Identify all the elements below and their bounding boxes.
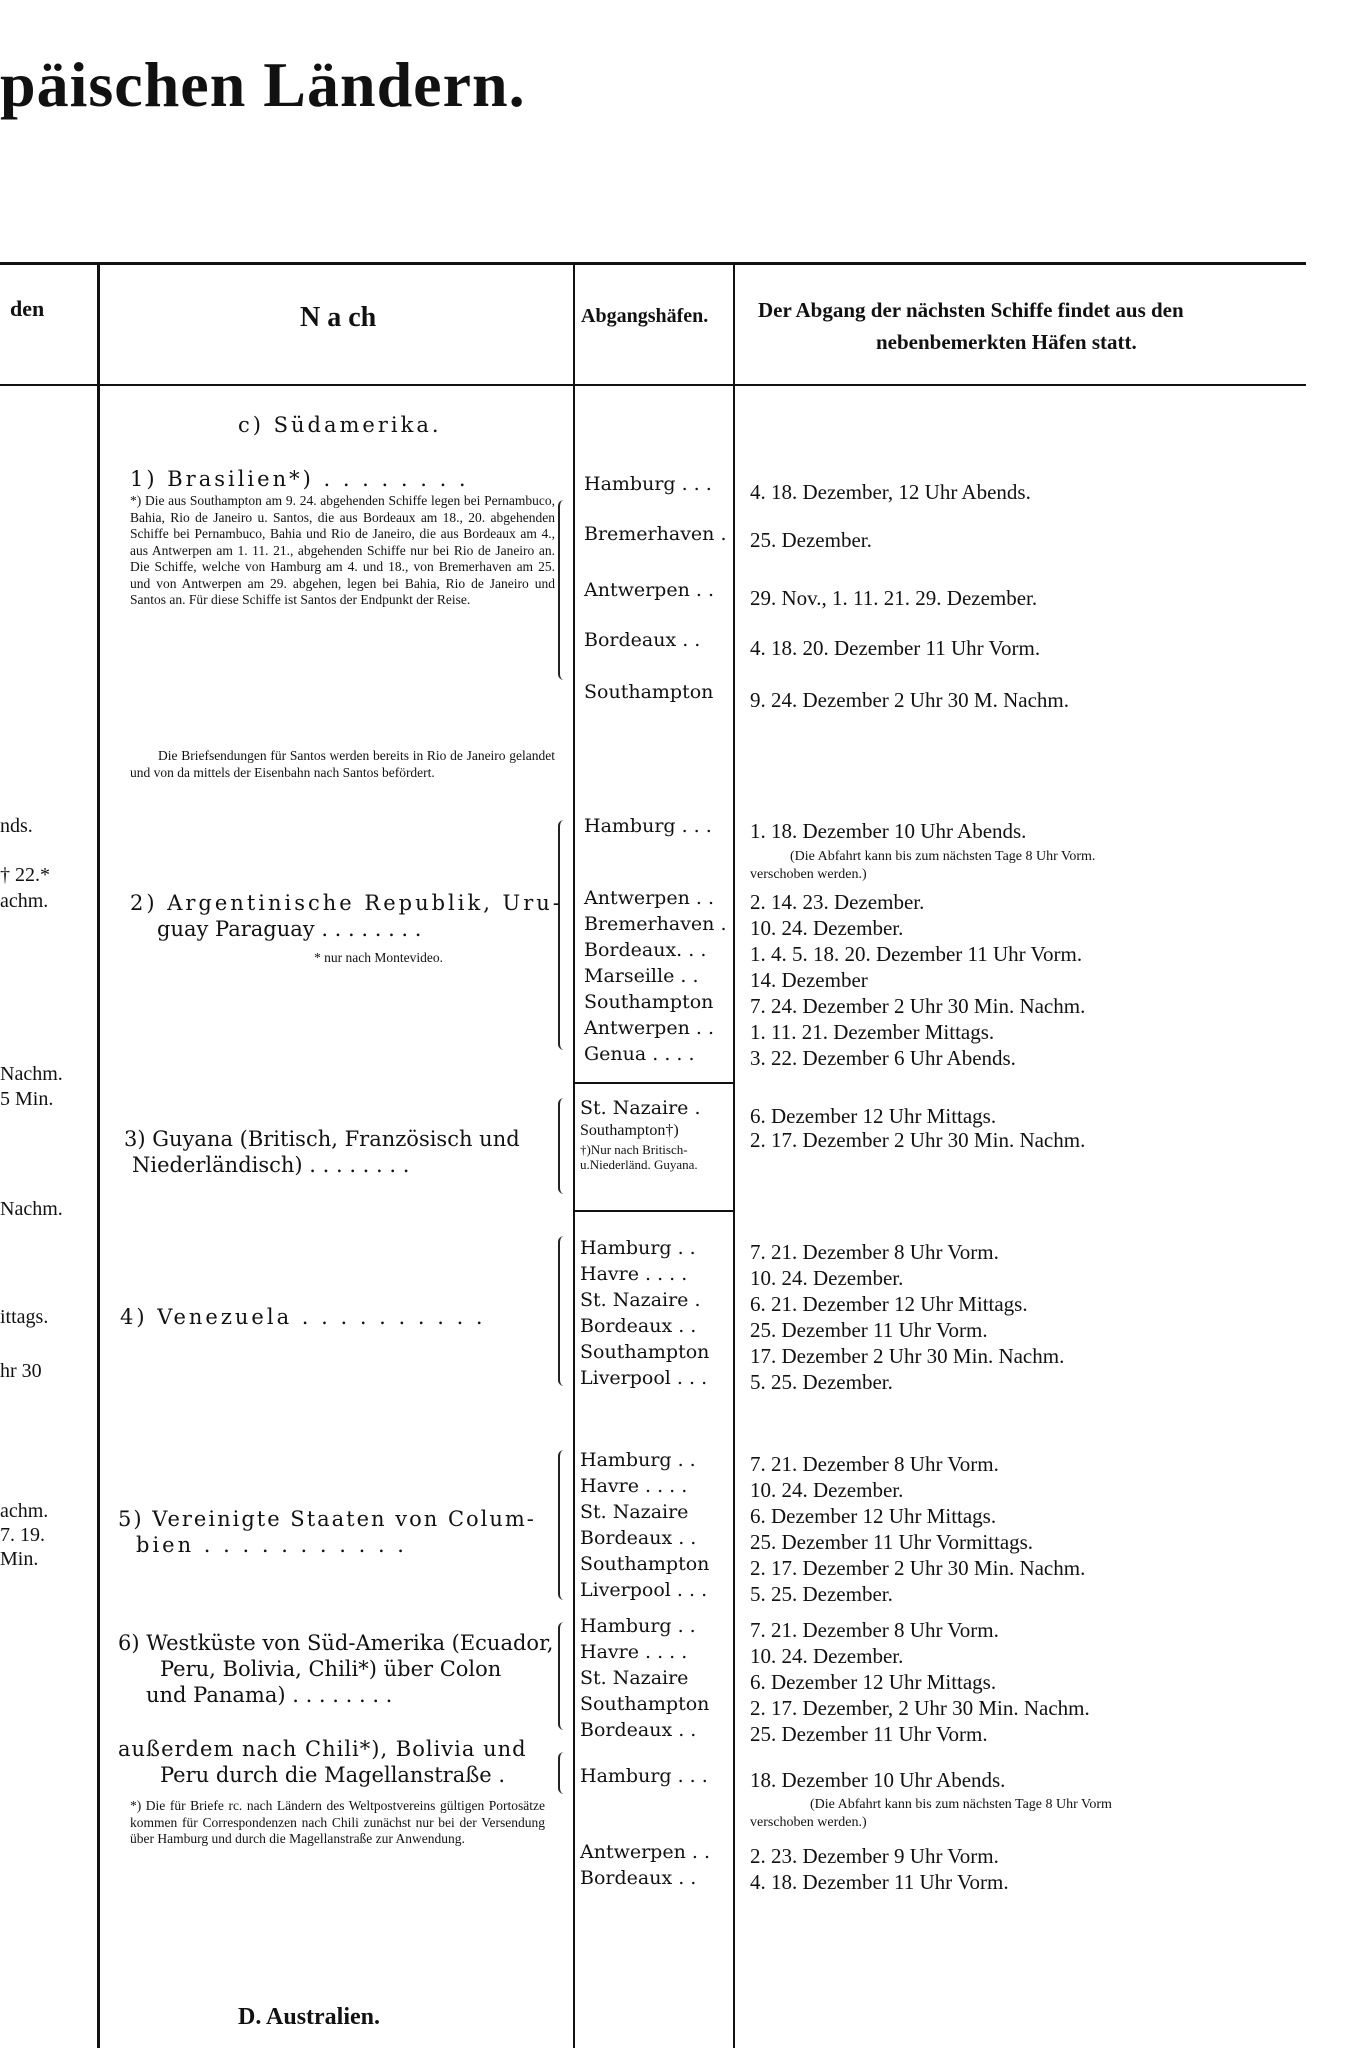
brace xyxy=(558,1450,570,1600)
port-label: Liverpool . . . xyxy=(580,1579,708,1601)
departure-text: 6. Dezember 12 Uhr Mittags. xyxy=(750,1104,997,1128)
departure-text: 25. Dezember 11 Uhr Vormittags. xyxy=(750,1530,1034,1554)
left-fragment: ittags. xyxy=(0,1306,49,1328)
port-label: Bremerhaven . xyxy=(584,913,727,935)
departure-text: 9. 24. Dezember 2 Uhr 30 M. Nachm. xyxy=(750,688,1069,712)
departure-text: 17. Dezember 2 Uhr 30 Min. Nachm. xyxy=(750,1344,1065,1368)
table-top-rule xyxy=(0,262,1306,265)
departure-text: 6. Dezember 12 Uhr Mittags. xyxy=(750,1504,997,1528)
departure-text: 14. Dezember xyxy=(750,968,868,992)
port-label: Hamburg . . xyxy=(580,1449,696,1471)
footnote-brasilien-2: Die Briefsendungen für Santos werden bereits in Rio de Janeiro gelandet und von da mittels der Eisenbahn nach Santos befördert. xyxy=(130,748,555,780)
departure-column-header-line2: nebenbemerkten Häfen statt. xyxy=(876,330,1137,354)
departure-text: 2. 17. Dezember, 2 Uhr 30 Min. Nachm. xyxy=(750,1696,1090,1720)
departure-text: 10. 24. Dezember. xyxy=(750,1266,904,1290)
port-label: Havre . . . . xyxy=(580,1641,688,1663)
departure-text: 4. 18. 20. Dezember 11 Uhr Vorm. xyxy=(750,636,1041,660)
departure-text: 10. 24. Dezember. xyxy=(750,1478,904,1502)
departure-text: 2. 23. Dezember 9 Uhr Vorm. xyxy=(750,1844,999,1868)
destination-argentinien: 2) Argentinische Republik, Uru- xyxy=(130,891,563,915)
departure-text: 7. 21. Dezember 8 Uhr Vorm. xyxy=(750,1618,999,1642)
left-fragment: nds. xyxy=(0,815,33,837)
port-label: St. Nazaire xyxy=(580,1667,689,1689)
departure-subnote: verschoben werden.) xyxy=(750,867,867,882)
port-label: Antwerpen . . xyxy=(584,1017,714,1039)
port-label: Marseille . . xyxy=(584,965,699,987)
departure-text: 2. 14. 23. Dezember. xyxy=(750,890,925,914)
left-fragment: achm. xyxy=(0,1500,49,1522)
port-label: Hamburg . . . xyxy=(580,1765,708,1787)
departure-text: 4. 18. Dezember 11 Uhr Vorm. xyxy=(750,1870,1009,1894)
departure-text: 3. 22. Dezember 6 Uhr Abends. xyxy=(750,1046,1016,1070)
left-fragment: 5 Min. xyxy=(0,1088,54,1110)
departure-text: 2. 17. Dezember 2 Uhr 30 Min. Nachm. xyxy=(750,1128,1086,1152)
table-header-rule xyxy=(0,384,1306,386)
destination-westkueste-line2: Peru, Bolivia, Chili*) über Colon xyxy=(160,1657,502,1681)
departure-text: 25. Dezember 11 Uhr Vorm. xyxy=(750,1318,988,1342)
brace xyxy=(558,1752,570,1794)
port-footnote-guyana: †)Nur nach Britisch-u.Niederländ. Guyana. xyxy=(580,1142,698,1172)
port-label: Bremerhaven . xyxy=(584,523,727,545)
footnote-brasilien: *) Die aus Southampton am 9. 24. abgehenden Schiffe legen bei Pernambuco, Bahia, Rio de Janeiro u. Santos, die aus Bordeaux am 18., 20. abgehenden Schiffe bei Pernambuco, Bahia und Rio de Janeiro, die aus Bordeaux am 4., aus Antwerpen am 1. 11. 21., abgehenden Schiffe nur bei Rio de Janeiro an. Die Schiffe, welche von Hamburg am 4. und 18., von Bremerhaven am 25. und von Antwerpen am 29. abgehen, legen bei Bahia, Rio de Janeiro und Santos an. Für diese Schiffe ist Santos der Endpunkt der Reise. xyxy=(130,493,555,607)
port-label: Hamburg . . . xyxy=(584,473,712,495)
departure-subnote: (Die Abfahrt kann bis zum nächsten Tage 8 Uhr Vorm. xyxy=(790,849,1096,864)
port-label: Southampton†) xyxy=(580,1122,679,1139)
port-label: Southampton xyxy=(580,1553,710,1575)
destination-brasilien: 1) Brasilien*) . . . . . . . . xyxy=(130,467,469,491)
port-label: Southampton xyxy=(584,991,714,1013)
departure-column-header-line1: Der Abgang der nächsten Schiffe findet aus den xyxy=(758,298,1184,322)
brace xyxy=(558,1622,570,1730)
row-divider xyxy=(575,1082,735,1084)
port-label: Southampton xyxy=(584,681,714,703)
footnote-chili: *) Die für Briefe rc. nach Ländern des Weltpostvereins gültigen Portosätze kommen für Correspondenzen nach Chili zunächst nur bei der Versendung über Hamburg und durch die Magellanstraße zur Anwendung. xyxy=(130,1798,545,1846)
departure-text: 25. Dezember 11 Uhr Vorm. xyxy=(750,1722,988,1746)
departure-subnote: (Die Abfahrt kann bis zum nächsten Tage 8 Uhr Vorm xyxy=(810,1797,1112,1812)
departure-text: 10. 24. Dezember. xyxy=(750,1644,904,1668)
left-fragment: hr 30 xyxy=(0,1360,42,1382)
departure-subnote: verschoben werden.) xyxy=(750,1815,867,1830)
footnote-argentinien: * nur nach Montevideo. xyxy=(314,950,443,965)
departure-text: 1. 18. Dezember 10 Uhr Abends. xyxy=(750,819,1027,843)
departure-text: 4. 18. Dezember, 12 Uhr Abends. xyxy=(750,480,1031,504)
destination-columbien: 5) Vereinigte Staaten von Colum- xyxy=(118,1507,536,1531)
brace xyxy=(558,500,570,680)
port-label: Antwerpen . . xyxy=(584,579,714,601)
port-label: St. Nazaire . xyxy=(580,1289,701,1311)
port-label: Bordeaux. . . xyxy=(584,939,707,961)
column-divider-2 xyxy=(573,262,575,2048)
ports-column-header: Abgangshäfen. xyxy=(581,305,709,327)
port-label: St. Nazaire . xyxy=(580,1097,701,1119)
port-label: St. Nazaire xyxy=(580,1501,689,1523)
departure-text: 7. 24. Dezember 2 Uhr 30 Min. Nachm. xyxy=(750,994,1086,1018)
port-label: Liverpool . . . xyxy=(580,1367,708,1389)
port-label: Antwerpen . . xyxy=(584,887,714,909)
port-label: Hamburg . . . xyxy=(584,815,712,837)
departure-text: 1. 11. 21. Dezember Mittags. xyxy=(750,1020,995,1044)
destination-guyana-line2: Niederländisch) . . . . . . . . xyxy=(132,1153,410,1177)
port-label: Havre . . . . xyxy=(580,1475,688,1497)
left-fragment: Nachm. xyxy=(0,1198,63,1220)
port-label: Bordeaux . . xyxy=(580,1527,697,1549)
port-label: Havre . . . . xyxy=(580,1263,688,1285)
port-label: Bordeaux . . xyxy=(580,1867,697,1889)
column-divider-3 xyxy=(733,262,735,2048)
section-heading: c) Südamerika. xyxy=(238,413,442,437)
brace xyxy=(558,1236,570,1386)
left-fragment: † 22.* xyxy=(0,864,50,886)
port-label: Bordeaux . . xyxy=(580,1719,697,1741)
brace xyxy=(558,820,570,1050)
column-divider-1 xyxy=(97,262,100,2048)
departure-text: 6. 21. Dezember 12 Uhr Mittags. xyxy=(750,1292,1028,1316)
departure-text: 1. 4. 5. 18. 20. Dezember 11 Uhr Vorm. xyxy=(750,942,1083,966)
row-divider xyxy=(575,1210,735,1212)
departure-text: 7. 21. Dezember 8 Uhr Vorm. xyxy=(750,1240,999,1264)
left-fragment: 7. 19. xyxy=(0,1524,45,1546)
port-label: Southampton xyxy=(580,1341,710,1363)
port-label: Antwerpen . . xyxy=(580,1841,710,1863)
nach-column-header: N a ch xyxy=(300,302,377,333)
left-fragment: Min. xyxy=(0,1548,39,1570)
destination-venezuela: 4) Venezuela . . . . . . . . . . xyxy=(120,1305,486,1329)
brace xyxy=(558,1098,570,1194)
departure-text: 25. Dezember. xyxy=(750,528,872,552)
left-column-header-fragment: den xyxy=(10,296,45,321)
port-label: Bordeaux . . xyxy=(580,1315,697,1337)
port-label: Southampton xyxy=(580,1693,710,1715)
departure-text: 5. 25. Dezember. xyxy=(750,1370,893,1394)
destination-guyana: 3) Guyana (Britisch, Französisch und xyxy=(124,1127,520,1151)
departure-text: 6. Dezember 12 Uhr Mittags. xyxy=(750,1670,997,1694)
destination-westkueste-line3: und Panama) . . . . . . . . xyxy=(146,1683,393,1707)
destination-chili-magellan-line2: Peru durch die Magellanstraße . xyxy=(160,1763,506,1787)
left-fragment: Nachm. xyxy=(0,1063,63,1085)
port-label: Genua . . . . xyxy=(584,1043,695,1065)
destination-argentinien-line2: guay Paraguay . . . . . . . . xyxy=(157,917,422,941)
left-fragment: achm. xyxy=(0,890,49,912)
page-title: päischen Ländern. xyxy=(0,49,526,120)
port-label: Hamburg . . xyxy=(580,1615,696,1637)
australien-heading: D. Australien. xyxy=(238,2004,381,2030)
departure-text: 10. 24. Dezember. xyxy=(750,916,904,940)
departure-text: 2. 17. Dezember 2 Uhr 30 Min. Nachm. xyxy=(750,1556,1086,1580)
departure-text: 5. 25. Dezember. xyxy=(750,1582,893,1606)
departure-text: 29. Nov., 1. 11. 21. 29. Dezember. xyxy=(750,586,1038,610)
departure-text: 7. 21. Dezember 8 Uhr Vorm. xyxy=(750,1452,999,1476)
destination-westkueste: 6) Westküste von Süd-Amerika (Ecuador, xyxy=(118,1631,554,1655)
destination-columbien-line2: bien . . . . . . . . . . . xyxy=(136,1533,407,1557)
destination-chili-magellan: außerdem nach Chili*), Bolivia und xyxy=(118,1737,527,1761)
departure-text: 18. Dezember 10 Uhr Abends. xyxy=(750,1768,1006,1792)
port-label: Hamburg . . xyxy=(580,1237,696,1259)
port-label: Bordeaux . . xyxy=(584,629,701,651)
